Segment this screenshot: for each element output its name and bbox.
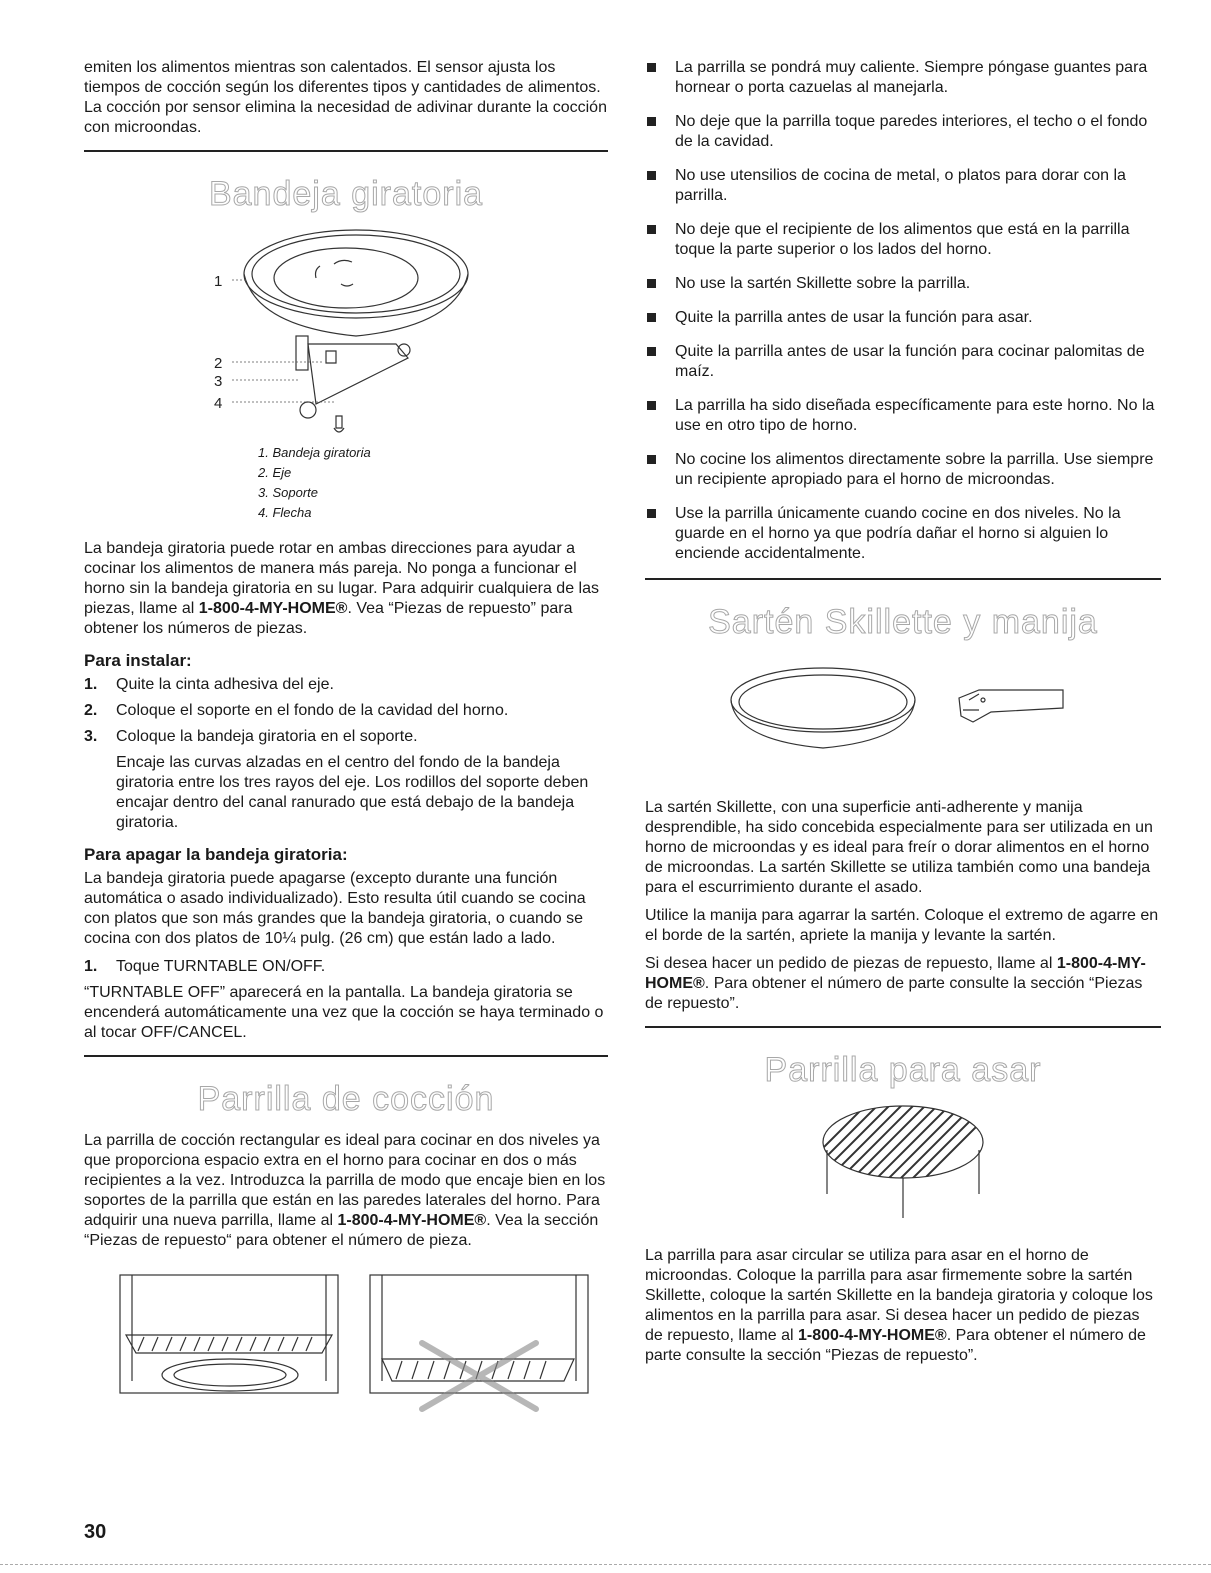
turntable-off-note: “TURNTABLE OFF” aparecerá en la pantalla. La bandeja giratoria se encenderá automáticamente una vez que la cocción se haya terminado o al tocar OFF/CANCEL. — [84, 984, 604, 1041]
grill-paragraph: La parrilla para asar circular se utiliza para asar en el horno de microondas. Coloque la parrilla para asar firmemente sobre la sartén Skillette, coloque la sartén Skillette en la bandeja giratoria y coloque los alimentos en la parrilla para asar. Si desea hacer un pedido de piezas de repuesto, llame al 1-800-4-MY-HOME®. Para obtener el número de parte consulte la sección “Piezas de repuesto”. — [645, 1247, 1153, 1364]
section-divider — [645, 1026, 1161, 1028]
caption-item: 4. Flecha — [258, 505, 312, 520]
skillet-paragraph-2: Utilice la manija para agarrar la sartén. Coloque el extremo de agarre en el borde de la sartén, apriete la manija y levante la sartén. — [645, 907, 1159, 944]
intro-paragraph: emiten los alimentos mientras son calentados. El sensor ajusta los tiempos de cocción según los diferentes tipos y cantidades de alimentos. La cocción por sensor elimina la necesidad de adivinar durante la cocción con microondas. — [84, 59, 607, 136]
list-item: 1. Quite la cinta adhesiva del eje. — [84, 676, 334, 693]
caption-item: 1. Bandeja giratoria — [258, 445, 371, 460]
grill-title: Parrilla para asar — [764, 1051, 1042, 1089]
list-item: 2. Coloque el soporte en el fondo de la cavidad del horno. — [84, 702, 509, 719]
rack-position-illustration — [96, 1271, 596, 1421]
phone-number: 1-800-4-MY-HOME® — [645, 955, 1146, 992]
turntable-off-steps — [84, 957, 608, 977]
install-heading: Para instalar: — [84, 651, 192, 670]
list-item: La parrilla ha sido diseñada específicamente para este horno. No la use en otro tipo de horno. — [645, 396, 1161, 436]
list-item: No deje que el recipiente de los alimentos que está en la parrilla toque la parte superior o los lados del horno. — [645, 220, 1161, 260]
callout-4: 4 — [214, 395, 223, 412]
section-divider — [645, 578, 1161, 580]
turntable-title: Bandeja giratoria — [208, 175, 484, 213]
rack-title: Parrilla de cocción — [197, 1080, 495, 1118]
list-item: Use la parrilla únicamente cuando cocine en dos niveles. No la guarde en el horno ya que podría dañar el horno si alguien lo enciende accidentalmente. — [645, 504, 1161, 564]
phone-number: 1-800-4-MY-HOME® — [198, 600, 348, 617]
turntable-captions — [258, 443, 608, 523]
callout-2: 2 — [214, 355, 223, 372]
page-number: 30 — [84, 1521, 107, 1543]
list-item: La parrilla se pondrá muy caliente. Siempre póngase guantes para hornear o porta cazuelas al manejarla. — [645, 58, 1161, 98]
left-column — [84, 58, 608, 1421]
list-item: Quite la parrilla antes de usar la función para asar. — [645, 308, 1161, 328]
callout-3: 3 — [214, 373, 223, 390]
section-divider — [84, 1055, 608, 1057]
skillet-title: Sartén Skillette y manija — [708, 603, 1098, 641]
install-steps — [84, 675, 608, 747]
right-column — [645, 58, 1161, 1374]
list-item: No deje que la parrilla toque paredes interiores, el techo o el fondo de la cavidad. — [645, 112, 1161, 152]
turntable-paragraph: La bandeja giratoria puede rotar en ambas direcciones para ayudar a cocinar los alimentos de manera más pareja. No ponga a funcionar el horno sin la bandeja giratoria en su lugar. Para adquirir cualquiera de las piezas, llame al 1-800-4-MY-HOME®. Vea “Piezas de repuesto” para obtener los números de piezas. — [84, 540, 599, 637]
caption-item: 3. Soporte — [258, 485, 318, 500]
grill-rack-illustration — [813, 1102, 993, 1232]
skillet-paragraph-1: La sartén Skillette, con una superficie anti-adherente y manija desprendible, ha sido concebida especialmente para ser utilizada en un horno de microondas y es ideal para freír o dorar alimentos en el horno de microondas. La sartén Skillette se utiliza también como una bandeja para el escurrimiento durante el asado. — [645, 799, 1153, 896]
rack-paragraph: La parrilla de cocción rectangular es ideal para cocinar en dos niveles ya que proporciona espacio extra en el horno para cocinar en dos o más recipientes a la vez. Introduzca la parrilla de modo que encaje bien en los soportes de la parrilla que están en las paredes laterales del horno. Para adquirir una nueva parrilla, llame al 1-800-4-MY-HOME®. Vea la sección “Piezas de repuesto“ para obtener el número de pieza. — [84, 1132, 606, 1249]
rack-safety-list — [645, 58, 1161, 564]
list-item: No use utensilios de cocina de metal, o platos para dorar con la parrilla. — [645, 166, 1161, 206]
skillet-paragraph-3: Si desea hacer un pedido de piezas de repuesto, llame al 1-800-4-MY-HOME®. Para obtener el número de parte consulte la sección “Piezas de repuesto”. — [645, 955, 1146, 1012]
list-item: 3. Coloque la bandeja giratoria en el soporte. — [84, 728, 418, 745]
turntable-off-paragraph: La bandeja giratoria puede apagarse (excepto durante una función automática o asado individualizado). Esto resulta útil cuando se cocina con platos que son más grandes que la bandeja giratoria, o cuando se cocina con dos platos de 10¼ pulg. (26 cm) que están lado a lado. — [84, 870, 586, 947]
turntable-illustration — [196, 226, 496, 441]
phone-number: 1-800-4-MY-HOME® — [797, 1327, 947, 1344]
callout-1: 1 — [214, 273, 223, 290]
install-note: Encaje las curvas alzadas en el centro del fondo de la bandeja giratoria entre los tres rayos del eje. Los rodillos del soporte deben encajar dentro del canal ranurado que está debajo de la bandeja giratoria. — [116, 754, 589, 831]
list-item: Quite la parrilla antes de usar la función para cocinar palomitas de maíz. — [645, 342, 1161, 382]
turntable-off-heading: Para apagar la bandeja giratoria: — [84, 845, 348, 864]
skillet-illustration — [723, 660, 1083, 770]
list-item: 1. Toque TURNTABLE ON/OFF. — [84, 958, 326, 975]
list-item: No use la sartén Skillette sobre la parrilla. — [645, 274, 1161, 294]
phone-number: 1-800-4-MY-HOME® — [337, 1212, 487, 1229]
section-divider — [84, 150, 608, 152]
page-edge — [0, 1564, 1211, 1565]
list-item: No cocine los alimentos directamente sobre la parrilla. Use siempre un recipiente apropiado para el horno de microondas. — [645, 450, 1161, 490]
caption-item: 2. Eje — [258, 465, 292, 480]
